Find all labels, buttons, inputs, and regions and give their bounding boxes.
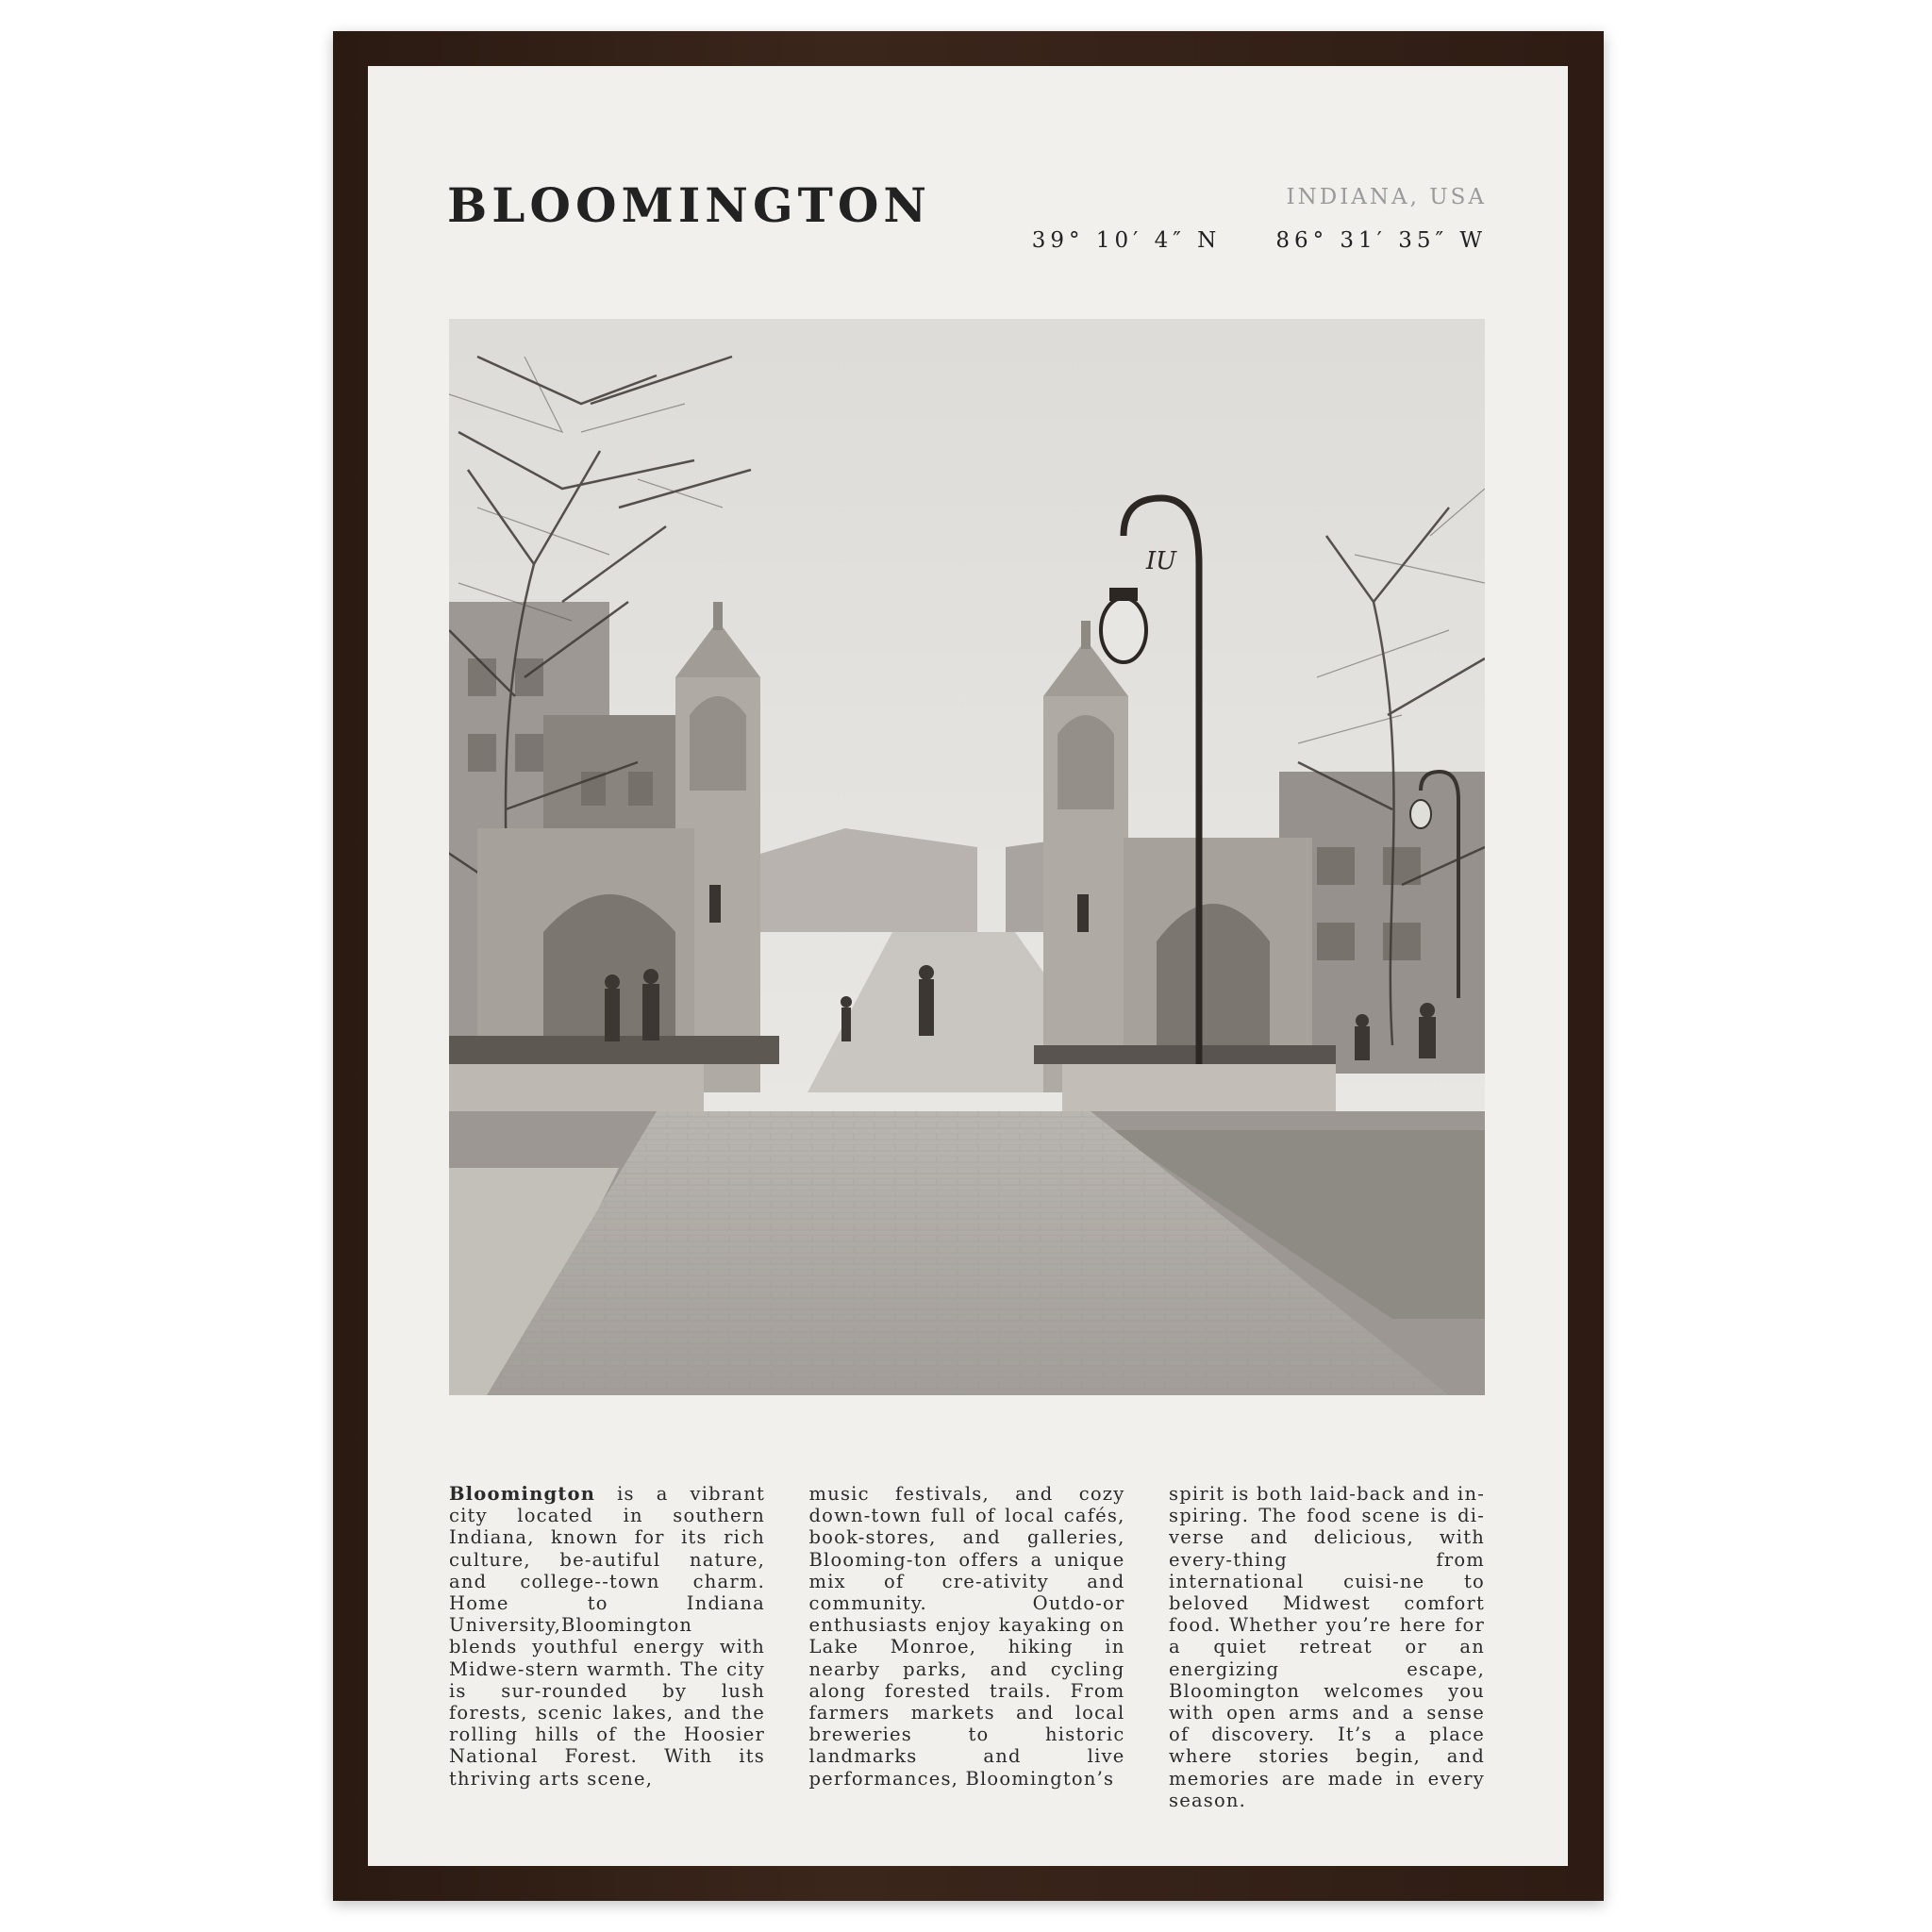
poster-region: INDIANA, USA <box>1286 185 1487 209</box>
description-column-3: spirit is both laid-back and in-spiring. The food scene is di-verse and delicious, with every-thing from international cuisi-ne to beloved Midwest comfort food. Whether you’re here for a quiet retreat or an energizing escape, Bloomington welcomes you with open arms and a sense of discovery. It’s a place where stories begin, and memories are made in every season. <box>1169 1483 1485 1811</box>
longitude-label: 86° 31′ 35″ W <box>1275 228 1487 253</box>
poster-coordinates <box>1032 228 1487 253</box>
description-column-1 <box>449 1483 765 1811</box>
lamp-emblem: IU <box>1145 547 1177 575</box>
poster-title: BLOOMINGTON <box>447 177 932 233</box>
city-name-bold: Bloomington <box>449 1483 596 1505</box>
description-columns <box>449 1483 1485 1811</box>
description-column-2: music festivals, and cozy down-town full of local cafés, book-stores, and galleries, Blooming-ton offers a unique mix of cre-ativity and community. Outdo-or enthusiasts enjoy kayaking on Lake Monroe, hiking in nearby parks, and cycling along forested trails. From farmers markets and local breweries to historic landmarks and live performances, Bloomington’s <box>808 1483 1125 1790</box>
description-text-1: is a vibrant city located in southern Indiana, known for its rich culture, be-autiful nature, and college--town charm. Home to Indiana University,Bloomington blends youthful energy with Midwe-stern warmth. The city is sur-rounded by lush forests, scenic lakes, and the rolling hills of the Hoosier National Forest. With its thriving arts scene, <box>449 1483 765 1790</box>
latitude-label: 39° 10′ 4″ N <box>1031 228 1222 253</box>
city-photo <box>449 319 1485 1395</box>
